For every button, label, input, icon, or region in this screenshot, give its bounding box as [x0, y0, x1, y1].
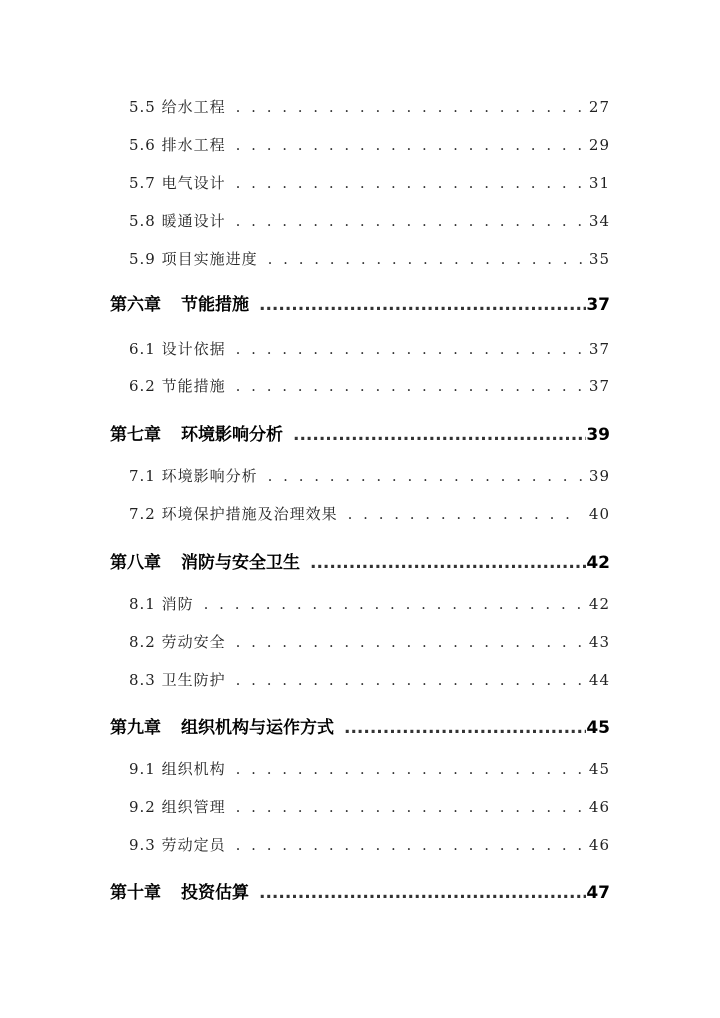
leader-dots	[236, 760, 582, 778]
chapter-number: 第九章	[110, 718, 161, 738]
toc-entry[interactable]	[129, 669, 610, 690]
toc-entry-page: 37	[588, 340, 610, 358]
toc-entry-label: 5.6 排水工程	[129, 136, 226, 154]
chapter-number: 第八章	[110, 553, 161, 573]
toc-entry-page: 44	[588, 671, 610, 689]
toc-entry[interactable]	[129, 834, 610, 855]
toc-entry-page: 46	[588, 798, 610, 816]
leader-dots	[236, 671, 582, 689]
toc-entry-page: 31	[588, 174, 610, 192]
toc-entry-page: 46	[588, 836, 610, 854]
leader-dots	[236, 798, 582, 816]
toc-chapter[interactable]	[110, 420, 610, 445]
leader-dots	[259, 295, 586, 315]
toc-entry[interactable]	[129, 593, 610, 614]
toc-chapter[interactable]	[110, 878, 610, 903]
leader-dots	[268, 250, 582, 268]
toc-entry[interactable]	[129, 796, 610, 817]
leader-dots	[348, 505, 582, 523]
toc-chapter[interactable]	[110, 548, 610, 573]
toc-entry[interactable]	[129, 134, 610, 155]
chapter-number: 第六章	[110, 295, 161, 315]
toc-entry-page: 39	[588, 467, 610, 485]
leader-dots	[236, 212, 582, 230]
leader-dots	[268, 467, 582, 485]
toc-entry-page: 45	[588, 760, 610, 778]
toc-entry-label: 5.9 项目实施进度	[129, 250, 258, 268]
toc-chapter[interactable]	[110, 290, 610, 315]
toc-entry-label: 8.2 劳动安全	[129, 633, 226, 651]
chapter-title: 投资估算	[181, 883, 249, 903]
chapter-page: 42	[586, 553, 610, 573]
toc-entry[interactable]	[129, 172, 610, 193]
toc-entry[interactable]	[129, 758, 610, 779]
toc-entry-label: 8.3 卫生防护	[129, 671, 226, 689]
chapter-title: 组织机构与运作方式	[181, 718, 334, 738]
toc-entry-page: 35	[588, 250, 610, 268]
toc-entry-label: 8.1 消防	[129, 595, 194, 613]
toc-entry-label: 5.7 电气设计	[129, 174, 226, 192]
toc-entry-page: 29	[588, 136, 610, 154]
leader-dots	[236, 136, 582, 154]
chapter-title: 消防与安全卫生	[181, 553, 300, 573]
toc-entry-label: 9.3 劳动定员	[129, 836, 226, 854]
toc-entry-page: 34	[588, 212, 610, 230]
toc-entry-label: 7.1 环境影响分析	[129, 467, 258, 485]
toc-entry[interactable]	[129, 465, 610, 486]
leader-dots	[236, 340, 582, 358]
toc-entry-page: 40	[588, 505, 610, 523]
toc-entry[interactable]	[129, 503, 610, 524]
chapter-page: 47	[586, 883, 610, 903]
toc-chapter[interactable]	[110, 713, 610, 738]
toc-entry-page: 37	[588, 377, 610, 395]
chapter-page: 39	[586, 425, 610, 445]
toc-entry-label: 6.1 设计依据	[129, 340, 226, 358]
toc-entry[interactable]	[129, 248, 610, 269]
chapter-page: 37	[586, 295, 610, 315]
chapter-number: 第七章	[110, 425, 161, 445]
leader-dots	[236, 174, 582, 192]
toc-entry[interactable]	[129, 631, 610, 652]
toc-entry-page: 27	[588, 98, 610, 116]
leader-dots	[236, 98, 582, 116]
leader-dots	[236, 836, 582, 854]
leader-dots	[344, 718, 586, 738]
toc-entry[interactable]	[129, 338, 610, 359]
leader-dots	[310, 553, 586, 573]
toc-entry-label: 9.2 组织管理	[129, 798, 226, 816]
toc-entry-label: 5.5 给水工程	[129, 98, 226, 116]
toc-entry-page: 42	[588, 595, 610, 613]
chapter-title: 环境影响分析	[181, 425, 283, 445]
toc-entry-label: 7.2 环境保护措施及治理效果	[129, 505, 338, 523]
leader-dots	[236, 377, 582, 395]
toc-entry-label: 6.2 节能措施	[129, 377, 226, 395]
toc-entry[interactable]	[129, 210, 610, 231]
chapter-title: 节能措施	[181, 295, 249, 315]
toc-entry[interactable]	[129, 96, 610, 117]
toc-entry-label: 9.1 组织机构	[129, 760, 226, 778]
leader-dots	[259, 883, 586, 903]
toc-entry-page: 43	[588, 633, 610, 651]
leader-dots	[204, 595, 582, 613]
chapter-number: 第十章	[110, 883, 161, 903]
leader-dots	[236, 633, 582, 651]
chapter-page: 45	[586, 718, 610, 738]
toc-entry-label: 5.8 暖通设计	[129, 212, 226, 230]
leader-dots	[293, 425, 586, 445]
toc-entry[interactable]	[129, 375, 610, 396]
